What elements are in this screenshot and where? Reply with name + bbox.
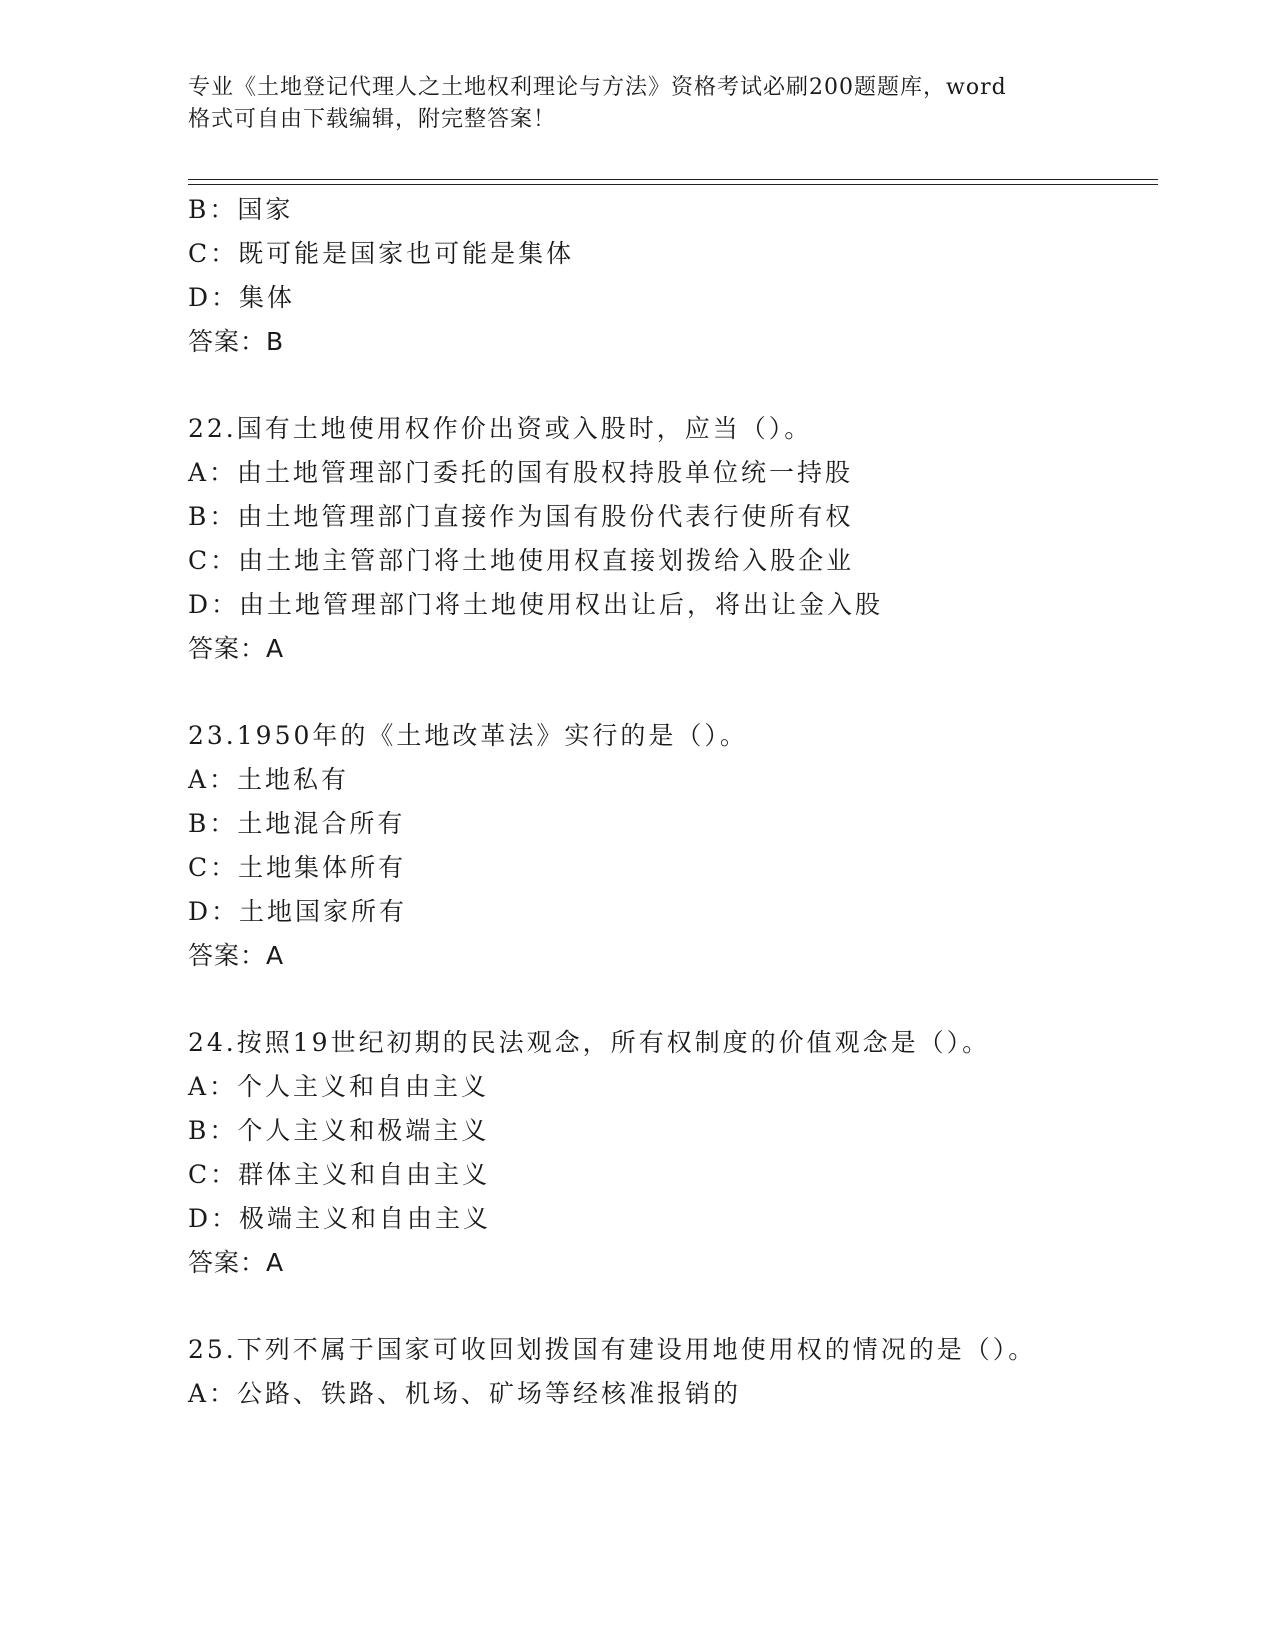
q22-option-a: A：由土地管理部门委托的国有股权持股单位统一持股 [188,458,854,487]
q24-answer: 答案：A [188,1248,285,1277]
q22-option-b: B：由土地管理部门直接作为国有股份代表行使所有权 [188,502,854,531]
header-title-line-2: 格式可自由下载编辑，附完整答案！ [188,107,557,132]
q24-option-a: A：个人主义和自由主义 [188,1072,490,1101]
document-header [188,72,1088,136]
q23-option-b: B：土地混合所有 [188,809,406,838]
q23-option-a: A：土地私有 [188,765,350,794]
q24-question: 24.按照19世纪初期的民法观念，所有权制度的价值观念是（）。 [188,1028,991,1057]
q25-option-a: A：公路、铁路、机场、矿场等经核准报销的 [188,1379,742,1408]
q23-option-d: D：土地国家所有 [188,897,408,926]
q24-option-d: D：极端主义和自由主义 [188,1204,492,1233]
header-divider-bottom [188,184,1158,185]
q24-option-c: C：群体主义和自由主义 [188,1160,491,1189]
q22-option-c: C：由土地主管部门将土地使用权直接划拨给入股企业 [188,546,855,575]
q23-option-c: C：土地集体所有 [188,853,407,882]
q22-question: 22.国有土地使用权作价出资或入股时，应当（）。 [188,414,813,443]
q21-answer: 答案：B [188,327,285,356]
q22-answer: 答案：A [188,634,285,663]
q23-question: 23.1950年的《土地改革法》实行的是（）。 [188,721,748,750]
q23-answer: 答案：A [188,941,285,970]
header-divider-top [188,179,1158,180]
header-title-line-1: 专业《土地登记代理人之土地权利理论与方法》资格考试必刷200题题库，word [188,75,1007,100]
q21-option-d: D：集体 [188,283,296,312]
q24-option-b: B：个人主义和极端主义 [188,1116,490,1145]
q22-option-d: D：由土地管理部门将土地使用权出让后，将出让金入股 [188,590,884,619]
q21-option-b: B：国家 [188,195,294,224]
q25-question: 25.下列不属于国家可收回划拨国有建设用地使用权的情况的是（）。 [188,1335,1037,1364]
q21-option-c: C：既可能是国家也可能是集体 [188,239,575,268]
